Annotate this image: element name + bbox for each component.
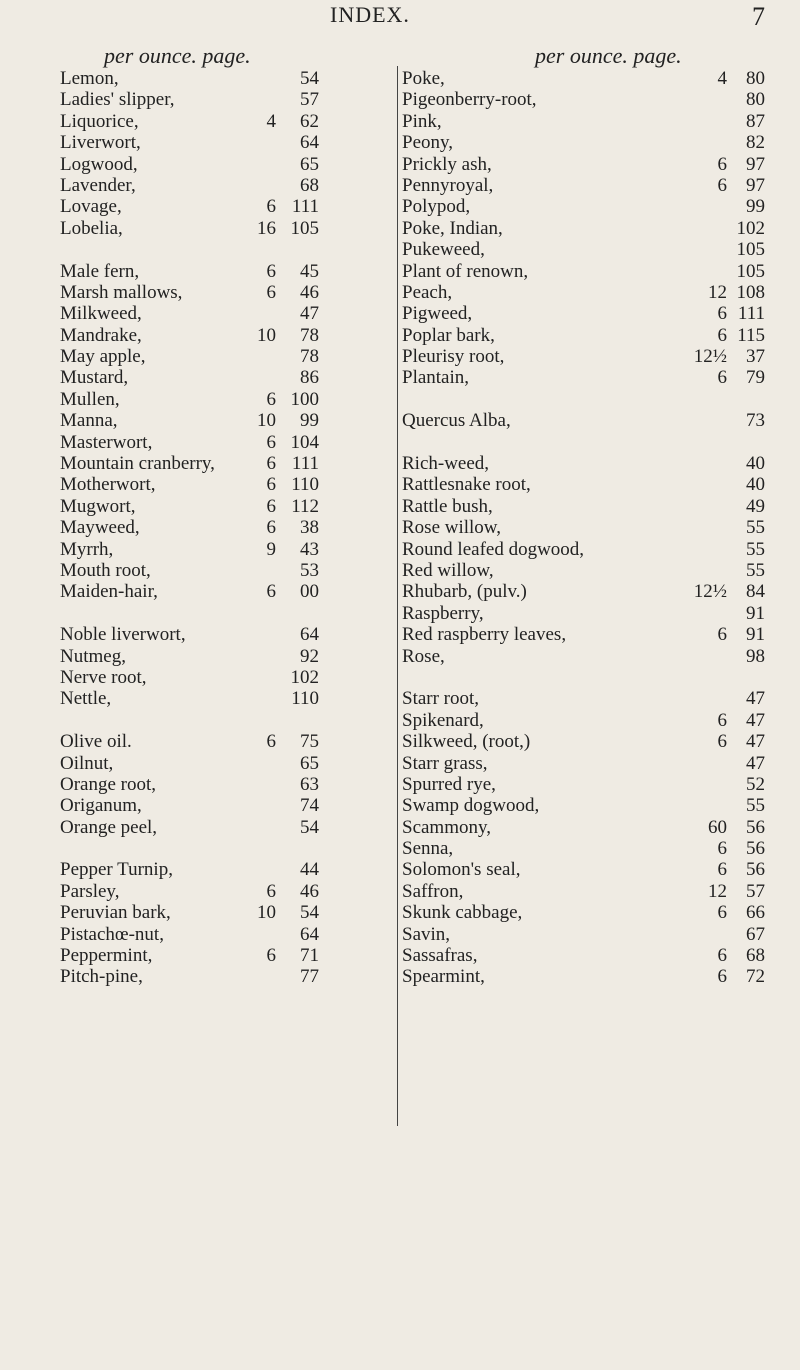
entry-page: 112 — [291, 495, 319, 517]
entry-name: Myrrh, — [60, 538, 114, 560]
entry-page: 43 — [300, 538, 319, 560]
index-entry — [60, 239, 395, 260]
entry-name: Rattlesnake root, — [402, 474, 531, 496]
entry-name: Plantain, — [402, 367, 470, 389]
index-entry — [60, 68, 395, 89]
entry-page: 00 — [300, 581, 319, 603]
index-entry — [60, 261, 395, 282]
entry-price: 10 — [257, 324, 276, 346]
index-entry — [402, 539, 782, 560]
right-column-header — [402, 44, 782, 68]
index-entry — [402, 325, 782, 346]
entry-name: Sassafras, — [402, 945, 478, 967]
entry-name: Poke, — [402, 68, 445, 89]
entry-name: Mouth root, — [60, 559, 151, 581]
entry-name: Peony, — [402, 132, 454, 154]
entry-page: 110 — [291, 688, 319, 710]
entry-page: 65 — [300, 153, 319, 175]
left-entries — [60, 68, 395, 988]
index-entry — [60, 432, 395, 453]
entry-page: 91 — [746, 624, 765, 646]
index-entry — [60, 539, 395, 560]
entry-name: Prickly ash, — [402, 153, 492, 175]
entry-price: 12 — [708, 281, 727, 303]
index-entry — [60, 325, 395, 346]
entry-page: 47 — [300, 303, 319, 325]
entry-page: 66 — [746, 902, 765, 924]
index-entry — [402, 239, 782, 260]
entry-name: Poplar bark, — [402, 324, 495, 346]
entry-name: Rhubarb, (pulv.) — [402, 581, 527, 603]
entry-page: 46 — [300, 880, 319, 902]
index-entry — [60, 560, 395, 581]
entry-price: 6 — [266, 388, 276, 410]
entry-name: Mustard, — [60, 367, 129, 389]
entry-page: 111 — [291, 453, 319, 475]
entry-page: 55 — [746, 795, 765, 817]
index-entry — [60, 410, 395, 431]
entry-page: 56 — [746, 816, 765, 838]
index-entry — [402, 731, 782, 752]
entry-page: 104 — [290, 431, 319, 453]
entry-price: 6 — [266, 431, 276, 453]
entry-page: 68 — [746, 945, 765, 967]
right-header-label: per ounce. page. — [535, 43, 682, 68]
index-entry — [60, 945, 395, 966]
entry-page: 72 — [746, 966, 765, 988]
running-title: INDEX. — [330, 2, 410, 27]
entry-name: Saffron, — [402, 880, 464, 902]
index-entry — [60, 389, 395, 410]
entry-page: 68 — [300, 174, 319, 196]
entry-page: 86 — [300, 367, 319, 389]
entry-page: 52 — [746, 773, 765, 795]
entry-page: 98 — [746, 645, 765, 667]
entry-price: 6 — [266, 281, 276, 303]
entry-price: 6 — [717, 153, 727, 175]
entry-price: 10 — [257, 410, 276, 432]
entry-name: Silkweed, (root,) — [402, 731, 531, 753]
entry-name: Peruvian bark, — [60, 902, 171, 924]
index-entry — [60, 496, 395, 517]
entry-price: 10 — [257, 902, 276, 924]
index-entry — [60, 303, 395, 324]
entry-page: 91 — [746, 602, 765, 624]
entry-page: 78 — [300, 346, 319, 368]
entry-page: 111 — [291, 196, 319, 218]
entry-page: 38 — [300, 517, 319, 539]
entry-page: 47 — [746, 688, 765, 710]
index-entry — [60, 282, 395, 303]
entry-name: Mullen, — [60, 388, 120, 410]
entry-price: 6 — [266, 196, 276, 218]
entry-name: Spikenard, — [402, 709, 484, 731]
entry-page: 47 — [746, 709, 765, 731]
entry-page: 97 — [746, 153, 765, 175]
index-entry — [60, 688, 395, 709]
index-entry — [60, 517, 395, 538]
index-entry — [60, 924, 395, 945]
entry-page: 65 — [300, 752, 319, 774]
entry-page: 62 — [300, 110, 319, 132]
entry-page: 115 — [737, 324, 765, 346]
index-entry — [402, 282, 782, 303]
entry-page: 46 — [300, 281, 319, 303]
index-entry — [60, 817, 395, 838]
page-header — [0, 0, 800, 40]
entry-name: Parsley, — [60, 880, 120, 902]
entry-price: 6 — [266, 453, 276, 475]
index-entry — [60, 154, 395, 175]
entry-page: 74 — [300, 795, 319, 817]
entry-page: 47 — [746, 731, 765, 753]
entry-name: Pigweed, — [402, 303, 473, 325]
entry-name: Pigeonberry-root, — [402, 89, 537, 111]
entry-page: 99 — [746, 196, 765, 218]
entry-page: 110 — [291, 474, 319, 496]
entry-page: 102 — [290, 666, 319, 688]
index-entry — [402, 838, 782, 859]
entry-name: Marsh mallows, — [60, 281, 183, 303]
entry-price: 12 — [708, 880, 727, 902]
entry-page: 56 — [746, 838, 765, 860]
entry-name: Pistachœ-nut, — [60, 923, 164, 945]
entry-name: Starr grass, — [402, 752, 488, 774]
entry-page: 64 — [300, 624, 319, 646]
entry-name: Pleurisy root, — [402, 346, 505, 368]
entry-name: Liquorice, — [60, 110, 139, 132]
index-entry — [60, 218, 395, 239]
entry-name: Maiden-hair, — [60, 581, 158, 603]
entry-price: 6 — [717, 324, 727, 346]
index-entry — [402, 389, 782, 410]
right-column — [402, 44, 782, 988]
entry-price: 6 — [717, 966, 727, 988]
entry-price: 12½ — [693, 346, 727, 368]
index-entry — [402, 603, 782, 624]
entry-name: Pitch-pine, — [60, 966, 143, 988]
entry-page: 108 — [736, 281, 765, 303]
index-entry — [60, 111, 395, 132]
left-column — [60, 44, 395, 988]
entry-page: 73 — [746, 410, 765, 432]
index-entry — [60, 624, 395, 645]
entry-name: Masterwort, — [60, 431, 153, 453]
entry-name: Spurred rye, — [402, 773, 496, 795]
entry-name: Liverwort, — [60, 132, 141, 154]
entry-price: 4 — [266, 110, 276, 132]
entry-page: 105 — [290, 217, 319, 239]
entry-price: 6 — [266, 731, 276, 753]
entry-page: 67 — [746, 923, 765, 945]
index-entry — [60, 859, 395, 880]
entry-name: Oilnut, — [60, 752, 114, 774]
index-entry — [60, 453, 395, 474]
entry-price: 6 — [266, 260, 276, 282]
entry-page: 78 — [300, 324, 319, 346]
entry-name: Quercus Alba, — [402, 410, 511, 432]
entry-name: Olive oil. — [60, 731, 132, 753]
entry-page: 49 — [746, 495, 765, 517]
index-entry — [402, 132, 782, 153]
entry-price: 6 — [717, 709, 727, 731]
entry-name: Red raspberry leaves, — [402, 624, 567, 646]
entry-page: 54 — [300, 68, 319, 89]
entry-page: 92 — [300, 645, 319, 667]
index-entry — [402, 646, 782, 667]
entry-name: Pennyroyal, — [402, 174, 494, 196]
entry-name: Origanum, — [60, 795, 142, 817]
entry-page: 53 — [300, 559, 319, 581]
entry-price: 6 — [717, 945, 727, 967]
entry-page: 40 — [746, 453, 765, 475]
entry-name: Pink, — [402, 110, 442, 132]
index-entry — [60, 175, 395, 196]
index-entry — [402, 881, 782, 902]
entry-price: 60 — [708, 816, 727, 838]
entry-name: Rattle bush, — [402, 495, 493, 517]
index-entry — [402, 710, 782, 731]
left-column-header — [60, 44, 395, 68]
entry-name: Mayweed, — [60, 517, 140, 539]
entry-name: Senna, — [402, 838, 454, 860]
index-entry — [402, 966, 782, 987]
index-entry — [60, 89, 395, 110]
entry-page: 37 — [746, 346, 765, 368]
entry-name: Starr root, — [402, 688, 480, 710]
index-entry — [60, 902, 395, 923]
entry-name: Rose willow, — [402, 517, 502, 539]
index-entry — [60, 795, 395, 816]
entry-name: Solomon's seal, — [402, 859, 521, 881]
entry-price: 6 — [717, 303, 727, 325]
entry-name: Red willow, — [402, 559, 494, 581]
index-entry — [60, 474, 395, 495]
column-divider — [397, 66, 398, 1126]
index-entry — [60, 603, 395, 624]
index-entry — [60, 881, 395, 902]
index-entry — [60, 581, 395, 602]
entry-name: Mandrake, — [60, 324, 142, 346]
entry-price: 6 — [266, 945, 276, 967]
entry-price: 16 — [257, 217, 276, 239]
index-entry — [60, 346, 395, 367]
entry-price: 4 — [717, 68, 727, 89]
index-entry — [402, 111, 782, 132]
index-entry — [402, 89, 782, 110]
entry-price: 6 — [717, 902, 727, 924]
index-entry — [60, 838, 395, 859]
entry-page: 97 — [746, 174, 765, 196]
entry-name: Skunk cabbage, — [402, 902, 523, 924]
entry-page: 55 — [746, 538, 765, 560]
entry-page: 63 — [300, 773, 319, 795]
entry-page: 87 — [746, 110, 765, 132]
index-entry — [60, 646, 395, 667]
entry-name: Savin, — [402, 923, 451, 945]
left-header-label: per ounce. page. — [104, 43, 251, 68]
entry-name: Ladies' slipper, — [60, 89, 175, 111]
entry-page: 56 — [746, 859, 765, 881]
index-entry — [402, 218, 782, 239]
entry-name: Lobelia, — [60, 217, 123, 239]
entry-page: 54 — [300, 816, 319, 838]
entry-name: Logwood, — [60, 153, 138, 175]
index-entry — [402, 367, 782, 388]
entry-page: 40 — [746, 474, 765, 496]
entry-name: Lovage, — [60, 196, 122, 218]
index-entry — [60, 710, 395, 731]
index-entry — [402, 560, 782, 581]
entry-price: 6 — [266, 474, 276, 496]
index-entry — [402, 902, 782, 923]
index-entry — [60, 667, 395, 688]
index-entry — [60, 966, 395, 987]
index-entry — [402, 624, 782, 645]
entry-name: Peppermint, — [60, 945, 153, 967]
index-entry — [402, 496, 782, 517]
entry-page: 82 — [746, 132, 765, 154]
entry-name: Mountain cranberry, — [60, 453, 215, 475]
entry-price: 6 — [717, 624, 727, 646]
entry-price: 6 — [717, 859, 727, 881]
entry-page: 54 — [300, 902, 319, 924]
entry-name: Nerve root, — [60, 666, 147, 688]
index-entry — [60, 731, 395, 752]
entry-page: 99 — [300, 410, 319, 432]
index-entry — [402, 196, 782, 217]
entry-name: Motherwort, — [60, 474, 156, 496]
entry-price: 9 — [266, 538, 276, 560]
entry-page: 84 — [746, 581, 765, 603]
entry-price: 6 — [266, 581, 276, 603]
entry-price: 6 — [266, 517, 276, 539]
index-entry — [402, 945, 782, 966]
index-entry — [402, 774, 782, 795]
index-entry — [402, 924, 782, 945]
entry-price: 6 — [717, 367, 727, 389]
entry-name: Pepper Turnip, — [60, 859, 173, 881]
entry-page: 71 — [300, 945, 319, 967]
entry-price: 12½ — [693, 581, 727, 603]
entry-price: 6 — [717, 174, 727, 196]
index-entry — [402, 346, 782, 367]
entry-page: 79 — [746, 367, 765, 389]
entry-name: Peach, — [402, 281, 453, 303]
entry-price: 6 — [266, 495, 276, 517]
entry-price: 6 — [717, 731, 727, 753]
index-entry — [402, 68, 782, 89]
entry-name: Orange peel, — [60, 816, 158, 838]
entry-page: 44 — [300, 859, 319, 881]
entry-name: Polypod, — [402, 196, 471, 218]
index-entry — [402, 154, 782, 175]
entry-page: 111 — [737, 303, 765, 325]
entry-page: 57 — [746, 880, 765, 902]
index-entry — [402, 410, 782, 431]
index-entry — [402, 175, 782, 196]
entry-name: Rose, — [402, 645, 445, 667]
entry-name: Nutmeg, — [60, 645, 126, 667]
entry-price: 6 — [717, 838, 727, 860]
entry-page: 80 — [746, 68, 765, 89]
index-entry — [402, 474, 782, 495]
entry-name: Spearmint, — [402, 966, 485, 988]
index-entry — [402, 688, 782, 709]
entry-page: 105 — [736, 239, 765, 261]
right-entries — [402, 68, 782, 988]
entry-page: 64 — [300, 923, 319, 945]
index-entry — [402, 581, 782, 602]
entry-name: Swamp dogwood, — [402, 795, 540, 817]
index-entry — [60, 774, 395, 795]
entry-name: Male fern, — [60, 260, 140, 282]
entry-name: Lemon, — [60, 68, 119, 89]
entry-name: Round leafed dogwood, — [402, 538, 585, 560]
entry-page: 47 — [746, 752, 765, 774]
index-entry — [60, 367, 395, 388]
entry-name: Pukeweed, — [402, 239, 485, 261]
index-entry — [402, 453, 782, 474]
entry-name: Rich-weed, — [402, 453, 490, 475]
index-entry — [60, 753, 395, 774]
index-entry — [402, 517, 782, 538]
entry-price: 6 — [266, 880, 276, 902]
entry-page: 57 — [300, 89, 319, 111]
entry-page: 75 — [300, 731, 319, 753]
index-entry — [402, 795, 782, 816]
entry-name: Lavender, — [60, 174, 136, 196]
entry-name: May apple, — [60, 346, 146, 368]
entry-name: Nettle, — [60, 688, 112, 710]
index-entry — [402, 817, 782, 838]
entry-page: 64 — [300, 132, 319, 154]
entry-page: 100 — [290, 388, 319, 410]
entry-page: 55 — [746, 559, 765, 581]
entry-page: 55 — [746, 517, 765, 539]
entry-name: Poke, Indian, — [402, 217, 503, 239]
entry-name: Manna, — [60, 410, 118, 432]
entry-name: Scammony, — [402, 816, 492, 838]
page-number: 7 — [752, 2, 765, 31]
entry-name: Plant of renown, — [402, 260, 529, 282]
entry-name: Milkweed, — [60, 303, 142, 325]
entry-page: 105 — [736, 260, 765, 282]
index-entry — [402, 261, 782, 282]
entry-name: Raspberry, — [402, 602, 484, 624]
index-entry — [60, 132, 395, 153]
entry-page: 77 — [300, 966, 319, 988]
index-entry — [402, 859, 782, 880]
entry-page: 80 — [746, 89, 765, 111]
entry-page: 45 — [300, 260, 319, 282]
entry-name: Orange root, — [60, 773, 157, 795]
index-entry — [60, 196, 395, 217]
entry-name: Noble liverwort, — [60, 624, 186, 646]
entry-name: Mugwort, — [60, 495, 136, 517]
index-entry — [402, 303, 782, 324]
index-entry — [402, 667, 782, 688]
index-entry — [402, 753, 782, 774]
entry-page: 102 — [736, 217, 765, 239]
index-entry — [402, 432, 782, 453]
